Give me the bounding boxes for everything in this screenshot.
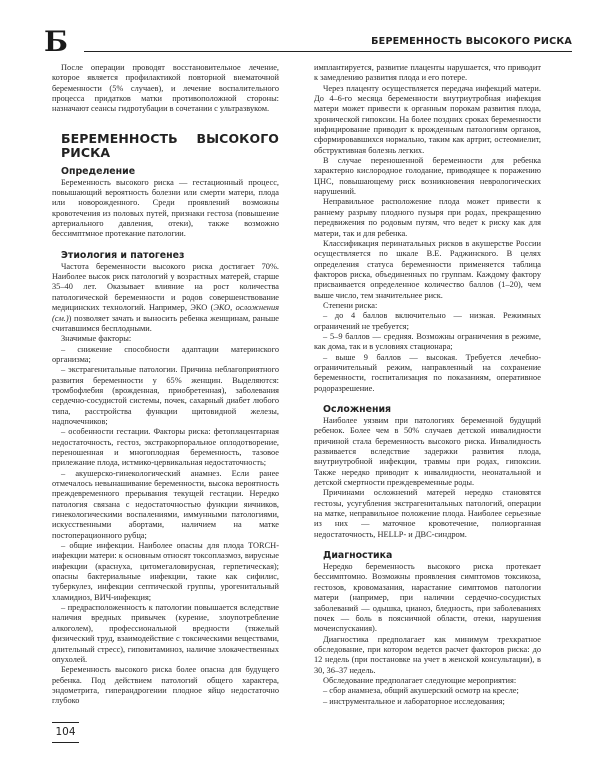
- closing-paragraph: Беременность высокого риска более опасна для будущего ребенка. Под действием патологий общего характера, эндометрита, гиперандрогении плодное яйцо недостаточно глубоко: [52, 665, 279, 706]
- risk-level-item: – до 4 баллов включительно — низкая. Режимных ограничений не требуется;: [314, 311, 541, 331]
- diagnostics-heading: Диагностика: [323, 550, 393, 562]
- diagnostics-paragraph: Диагностика предполагает как минимум трехкратное обследование, при котором ведется расчет факторов риска: до 12 недель (при постановке на учет в женской консультации), в 30, 36–37 недель.: [314, 634, 541, 675]
- risk-level-item: – выше 9 баллов — высокая. Требуется лечебно-ограничительный режим, направленный на сохранение беременности, госпитализация по показаниям, оперативное родоразрешение.: [314, 352, 541, 393]
- etiology-text-1: Частота беременности высокого риска достигает 70%. Наиболее высок риск патологий у возрастных матерей, старше 35–40 лет. Оказывает влияние на рост количества патологической беременности и родов совершенствование медицинских технологий. Например, ЭКО (: [52, 261, 279, 313]
- right-column: [314, 63, 541, 707]
- etiology-text-2: ) позволяет зачать и выносить ребенка женщинам, раньше считавшимся бесплодными.: [52, 313, 279, 333]
- exam-item: – сбор анамнеза, общий акушерский осмотр на кресле;: [323, 686, 519, 696]
- complications-heading: Осложнения: [323, 404, 392, 415]
- exam-intro: Обследование предполагает следующие мероприятия:: [323, 675, 517, 685]
- factor-item: – особенности гестации. Факторы риска: фетоплацентарная недостаточность, гестоз, экстракорпоральное оплодотворение, переношенная и многоплодная беременность, тазовое прилежание плода, истмико-цервикальная недостаточность;: [52, 427, 279, 468]
- section-letter: Б: [44, 25, 68, 58]
- risk-level-item: – 5–9 баллов — средняя. Возможны ограничения в режиме, как дома, так и в условиях стационара;: [314, 331, 541, 352]
- factor-item: – предрасположенность к патологии повышается вследствие наличия вредных привычек (курение, злоупотребление алкоголем), профессиональной вредности (тяжелый физический труд, взаимодействие с токсическими веществами, длительный стресс), гиповитаминоз, наличие злокачественных опухолей.: [52, 603, 279, 664]
- definition-heading: Определение: [61, 165, 136, 177]
- risk-levels-intro: Степени риска:: [323, 300, 378, 310]
- left-column: [52, 63, 279, 707]
- complications-paragraph: Наиболее уязвим при патологиях беременной будущий ребенок. Более чем в 50% случаев детской инвалидности причиной стала беременность высокого риска. Инвалидность развивается вследствие задержки развития плода, внутриутробной инфекции, травмы при родах, гипоксии. Также нередко приводит к инвалидности, неонатальной и детской смертности преждевременные роды.: [314, 416, 541, 488]
- factor-item: – экстрагенитальные патологии. Причина неблагоприятного развития беременности у 65% женщин. Выделяются: тромбофлебия (врожденная, приобретенная), заболевания сердечно-сосудистой системы, почек, сахарный диабет любого типа, расстройства функции щитовидной железы, надпочечников;: [52, 365, 279, 426]
- factor-item: – акушерско-гинекологический анамнез. Если ранее отмечалось невынашивание беременности, высока вероятность преждевременного прерывания текущей гестации. Нередко патология связана с недостаточностью функции яичников, гинекологическими воспалениями, иммунными патологиями, искусственными абортами, наличием на матке постоперационного рубца;: [52, 468, 279, 540]
- cross-reference-link[interactable]: ЭКО, осложнения (см.): [52, 303, 280, 323]
- factor-item: – снижение способности адаптации материнского организма;: [52, 344, 279, 364]
- running-header-title: БЕРЕМЕННОСТЬ ВЫСОКОГО РИСКА: [84, 37, 572, 52]
- complications-paragraph: Причинами осложнений матерей нередко становятся гестозы, усугубления экстрагенитальных патологий, операции на матке, неправильное положение плода. Наиболее серьезные из них — маточное кровотечение, полиорганная недостаточность, HELLP- и ДВС-синдром.: [314, 488, 541, 539]
- exam-item: – инструментальное и лабораторное исследования;: [323, 696, 505, 706]
- intro-paragraph: После операции проводят восстановительное лечение, которое является профилактикой повторной внематочной беременности (5% случаев), и лечение воспалительного процесса придатков матки противоположной стороны: назначают сеансы гидротубации в сочетании с ультразвуком.: [52, 63, 279, 114]
- factors-intro: Значимые факторы:: [61, 334, 132, 344]
- definition-text: Беременность высокого риска — гестационный процесс, повышающий вероятность болезни или смерти матери, плода или новорожденного. Среди проявлений возможны кровотечения из половых путей, признаки гестоза (повышение артериального давления, отеки), также возможно бессимптмное протекание патологии.: [52, 177, 279, 239]
- body-paragraph: Через плаценту осуществляется передача инфекций матери. До 4–6-го месяца беременности внутриутробная инфекция матери может привести к органным порокам развития плода, хронической гипоксии. На более поздних сроках беременности инфицирование приводит к врожденным патологиям органов, сформировавшихся нормально, таким как артрит, остеомиелит, обструктивная болезнь легких.: [314, 83, 541, 155]
- body-paragraph: Классификация перинатальных рисков в акушерстве России осуществляется по шкале В.Е. Раджинского. В целях определения статуса беременности применяется таблица факторов риска, объединенных по группам. Каждому фактору присваивается определенное количество баллов (1–20), чем выше число, тем значительнее риск.: [314, 238, 541, 300]
- body-paragraph: Неправильное расположение плода может привести к раннему разрыву плодного пузыря при родах, прекращению передвижения по родовым путям, что ведет к риску как для матери, так и для ребенка.: [314, 197, 541, 238]
- continuation-paragraph: имплантируется, развитие плаценты нарушается, что приводит к замедлению развития плода и его потере.: [314, 63, 541, 83]
- factor-item: – общие инфекции. Наиболее опасны для плода TORCH-инфекции матери: к основным относят токсоплазмоз, вирусные инфекции (краснуха, цитомегаловирусная, герпетическая); опасны бактериальные инфекции, такие как сифилис, туберкулез, инфекции септической группы, урогенитальный хламидиоз, ВИЧ-инфекция;: [52, 541, 279, 602]
- article-title: БЕРЕМЕННОСТЬ ВЫСОКОГО РИСКА: [61, 130, 279, 160]
- page-number: 104: [52, 722, 79, 743]
- diagnostics-paragraph: Нередко беременность высокого риска протекает бессимптомно. Возможны проявления симптомов токсикоза, гестозов, кровомазания, нарастание симптомов патологии матери (например, при наличии сердечно-сосудистых заболеваний — одышка, цианоз, бледность, при заболеваниях почек — боль в поясничной области, отеки, нарушения мочеиспускания).: [314, 562, 541, 634]
- body-paragraph: В случае переношенной беременности для ребенка характерно кислородное голодание, приводящее к поражению ЦНС, повышающему риск возникновения неврологических нарушений.: [314, 156, 541, 197]
- etiology-heading: Этиология и патогенез: [61, 249, 185, 261]
- etiology-paragraph: [52, 262, 279, 334]
